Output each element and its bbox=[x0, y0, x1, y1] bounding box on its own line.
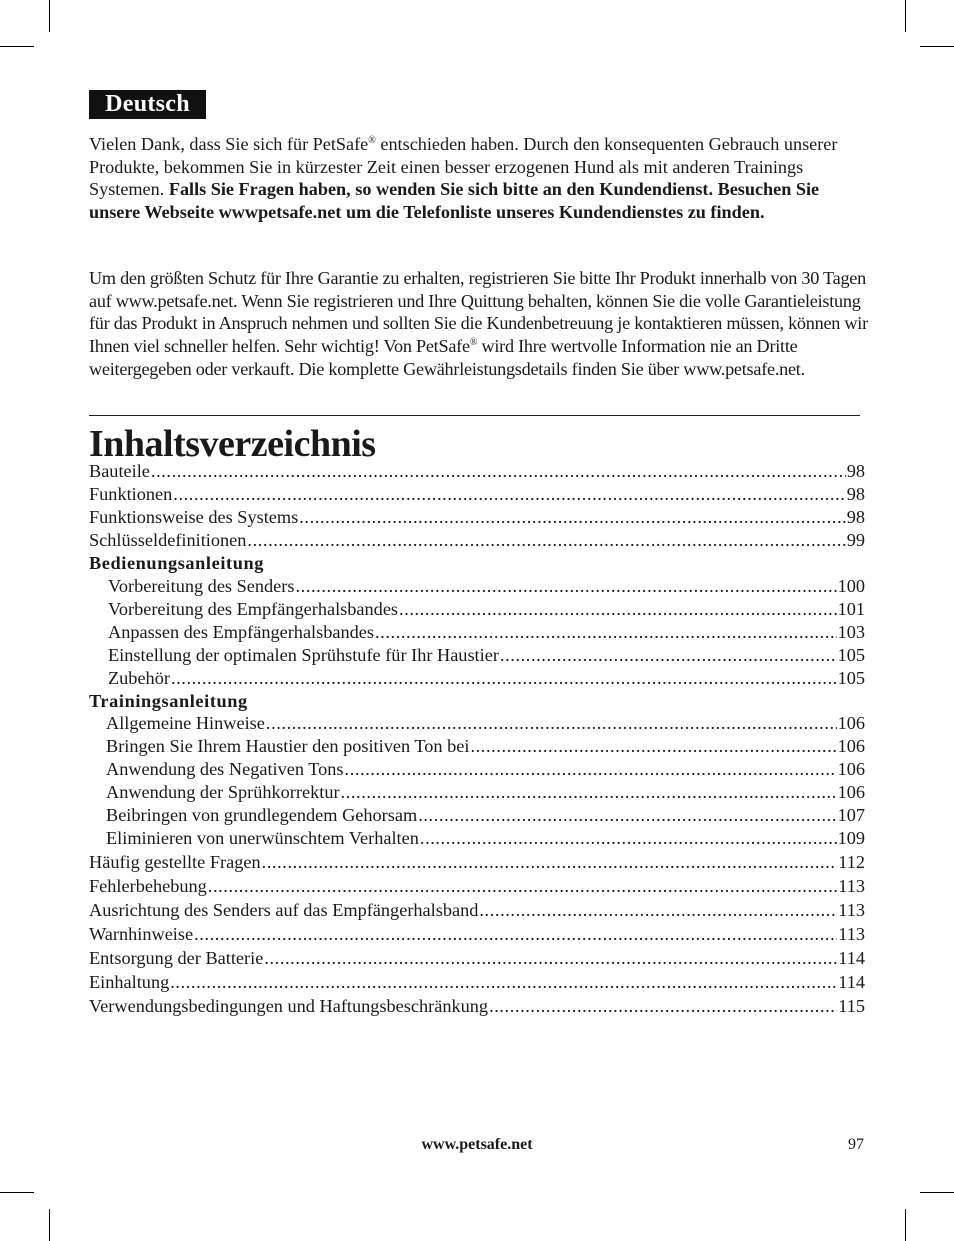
toc-entry-label: Bringen Sie Ihrem Haustier den positiven Ton bei bbox=[106, 736, 470, 756]
toc-entry bbox=[108, 668, 865, 689]
warranty-text: Um den größten Schutz für Ihre Garantie zu erhalten, registrieren Sie bitte Ihr Produkt innerhalb von 30 Tagen auf www.petsafe.net. Wenn Sie registrieren und Ihre Quittung behalten, können Sie die volle Garantieleistung für das Produkt in Anspruch nehmen und sollten Sie die Kundenbetreuung je kontaktieren müssen, können wir Ihnen viel schneller helfen. Sehr wichtig! Von PetSafe bbox=[89, 268, 868, 357]
toc-dot-leader bbox=[299, 507, 845, 528]
toc-entry bbox=[89, 972, 865, 993]
toc-entry bbox=[106, 805, 865, 826]
footer-url: www.petsafe.net bbox=[421, 1136, 533, 1153]
toc-dot-leader bbox=[194, 924, 837, 945]
toc-entry bbox=[89, 852, 865, 873]
toc-dot-leader bbox=[418, 805, 836, 826]
toc-entry-page: 114 bbox=[838, 972, 865, 992]
toc-entry-page: 98 bbox=[846, 484, 865, 504]
crop-mark bbox=[0, 46, 34, 47]
warranty-paragraph bbox=[89, 267, 869, 381]
toc-entry bbox=[89, 876, 865, 897]
toc-entry-label: Fehlerbehebung bbox=[89, 876, 207, 896]
toc-dot-leader bbox=[171, 668, 837, 689]
toc-dot-leader bbox=[296, 576, 837, 597]
toc-entry bbox=[106, 736, 865, 757]
toc-dot-leader bbox=[173, 484, 845, 505]
toc-entry-label: Entsorgung der Batterie bbox=[89, 948, 264, 968]
toc-entry bbox=[89, 900, 865, 921]
toc-title: Inhaltsverzeichnis bbox=[89, 423, 376, 465]
toc-dot-leader bbox=[470, 736, 836, 757]
toc-entry bbox=[89, 924, 865, 945]
registered-mark: ® bbox=[368, 134, 376, 146]
toc-dot-leader bbox=[262, 852, 838, 873]
toc-entry-label: Allgemeine Hinweise bbox=[106, 713, 265, 733]
toc-dot-leader bbox=[345, 759, 837, 780]
toc-entry-label: Einhaltung bbox=[89, 972, 170, 992]
crop-mark bbox=[49, 0, 50, 32]
toc-entry-label: Anwendung der Sprühkorrektur bbox=[106, 782, 340, 802]
toc-entry-page: 99 bbox=[846, 530, 865, 550]
toc-entry bbox=[89, 507, 865, 528]
toc-dot-leader bbox=[489, 996, 837, 1017]
toc-dot-leader bbox=[170, 972, 837, 993]
toc-entry-label: Anpassen des Empfängerhalsbandes bbox=[108, 622, 375, 642]
toc-entry-label: Ausrichtung des Senders auf das Empfängerhalsband bbox=[89, 900, 479, 920]
intro-text: entschieden haben. Durch den konsequenten Gebrauch unserer Produkte, bekommen Sie in kürzester Zeit einen besser erzogenen Hund als mit anderen Trainings Systemen. bbox=[89, 134, 838, 200]
toc-entry-page: 106 bbox=[837, 782, 865, 802]
crop-mark bbox=[905, 1209, 906, 1241]
toc-entry-page: 105 bbox=[837, 645, 865, 665]
toc-entry-page: 103 bbox=[837, 622, 865, 642]
crop-mark bbox=[0, 1192, 34, 1193]
toc-entry bbox=[89, 948, 865, 969]
toc-entry-page: 98 bbox=[846, 461, 865, 481]
toc-entry-page: 113 bbox=[838, 900, 865, 920]
toc-entry bbox=[108, 576, 865, 597]
toc-entry-page: 107 bbox=[837, 805, 865, 825]
toc-dot-leader bbox=[151, 461, 846, 482]
toc-entry-label: Verwendungsbedingungen und Haftungsbeschränkung bbox=[89, 996, 489, 1016]
toc-entry-page: 106 bbox=[837, 713, 865, 733]
crop-mark bbox=[905, 0, 906, 32]
language-tab: Deutsch bbox=[89, 90, 206, 119]
toc-dot-leader bbox=[500, 645, 837, 666]
registered-mark: ® bbox=[469, 337, 478, 349]
page-number: 97 bbox=[848, 1136, 864, 1153]
crop-mark bbox=[920, 1192, 954, 1193]
crop-mark bbox=[920, 46, 954, 47]
toc-entry-label: Eliminieren von unerwünschtem Verhalten bbox=[106, 828, 419, 848]
toc-entry-page: 101 bbox=[837, 599, 865, 619]
toc-entry-label: Schlüsseldefinitionen bbox=[89, 530, 247, 550]
toc-section-heading: Trainingsanleitung bbox=[89, 691, 248, 711]
toc-dot-leader bbox=[266, 713, 837, 734]
toc-entry bbox=[89, 461, 865, 482]
toc-entry bbox=[108, 599, 865, 620]
toc-entry bbox=[108, 622, 865, 643]
toc-entry-label: Häufig gestellte Fragen bbox=[89, 852, 261, 872]
intro-text: Vielen Dank, dass Sie sich für PetSafe bbox=[89, 134, 369, 154]
toc-entry bbox=[89, 530, 865, 551]
toc-entry-label: Warnhinweise bbox=[89, 924, 194, 944]
toc-dot-leader bbox=[208, 876, 837, 897]
toc-entry-label: Anwendung des Negativen Tons bbox=[106, 759, 344, 779]
toc-entry bbox=[89, 484, 865, 505]
toc-entry-page: 113 bbox=[838, 924, 865, 944]
toc-entry-page: 113 bbox=[838, 876, 865, 896]
toc-dot-leader bbox=[341, 782, 837, 803]
toc-entry-label: Bauteile bbox=[89, 461, 150, 481]
crop-mark bbox=[49, 1209, 50, 1241]
toc-entry-page: 106 bbox=[837, 759, 865, 779]
support-notice: Falls Sie Fragen haben, so wenden Sie sich bitte an den Kundendienst. Besuchen Sie unsere Webseite wwwpetsafe.net um die Telefonliste unseres Kundendienstes zu finden. bbox=[89, 179, 820, 223]
toc-entry-page: 114 bbox=[838, 948, 865, 968]
toc-entry bbox=[108, 645, 865, 666]
toc-entry-page: 112 bbox=[838, 852, 865, 872]
toc-dot-leader bbox=[264, 948, 837, 969]
toc-entry-label: Funktionen bbox=[89, 484, 173, 504]
toc-entry bbox=[106, 759, 865, 780]
toc-entry bbox=[106, 713, 865, 734]
toc-entry-page: 106 bbox=[837, 736, 865, 756]
toc-dot-leader bbox=[479, 900, 837, 921]
toc-dot-leader bbox=[375, 622, 837, 643]
toc-entry-page: 105 bbox=[837, 668, 865, 688]
toc-entry-label: Zubehör bbox=[108, 668, 170, 688]
toc-entry-label: Funktionsweise des Systems bbox=[89, 507, 299, 527]
toc-entry-label: Vorbereitung des Senders bbox=[108, 576, 295, 596]
toc-dot-leader bbox=[247, 530, 845, 551]
intro-paragraph bbox=[89, 133, 869, 224]
divider bbox=[89, 415, 860, 416]
toc-entry bbox=[89, 996, 865, 1017]
toc-entry-page: 109 bbox=[837, 828, 865, 848]
toc-entry bbox=[106, 782, 865, 803]
toc-entry-label: Einstellung der optimalen Sprühstufe für Ihr Haustier bbox=[108, 645, 499, 665]
toc-entry bbox=[106, 828, 865, 849]
warranty-text: wird Ihre wertvolle Information nie an Dritte weitergegeben oder verkauft. Die komplette Gewährleistungsdetails finden Sie über www.petsafe.net. bbox=[89, 336, 805, 379]
toc-dot-leader bbox=[399, 599, 837, 620]
toc-entry-label: Beibringen von grundlegendem Gehorsam bbox=[106, 805, 418, 825]
toc-section-heading: Bedienungsanleitung bbox=[89, 553, 264, 573]
toc-entry-label: Vorbereitung des Empfängerhalsbandes bbox=[108, 599, 399, 619]
toc-entry-page: 115 bbox=[838, 996, 865, 1016]
toc-entry-page: 98 bbox=[846, 507, 865, 527]
toc-entry-page: 100 bbox=[837, 576, 865, 596]
toc-dot-leader bbox=[420, 828, 837, 849]
